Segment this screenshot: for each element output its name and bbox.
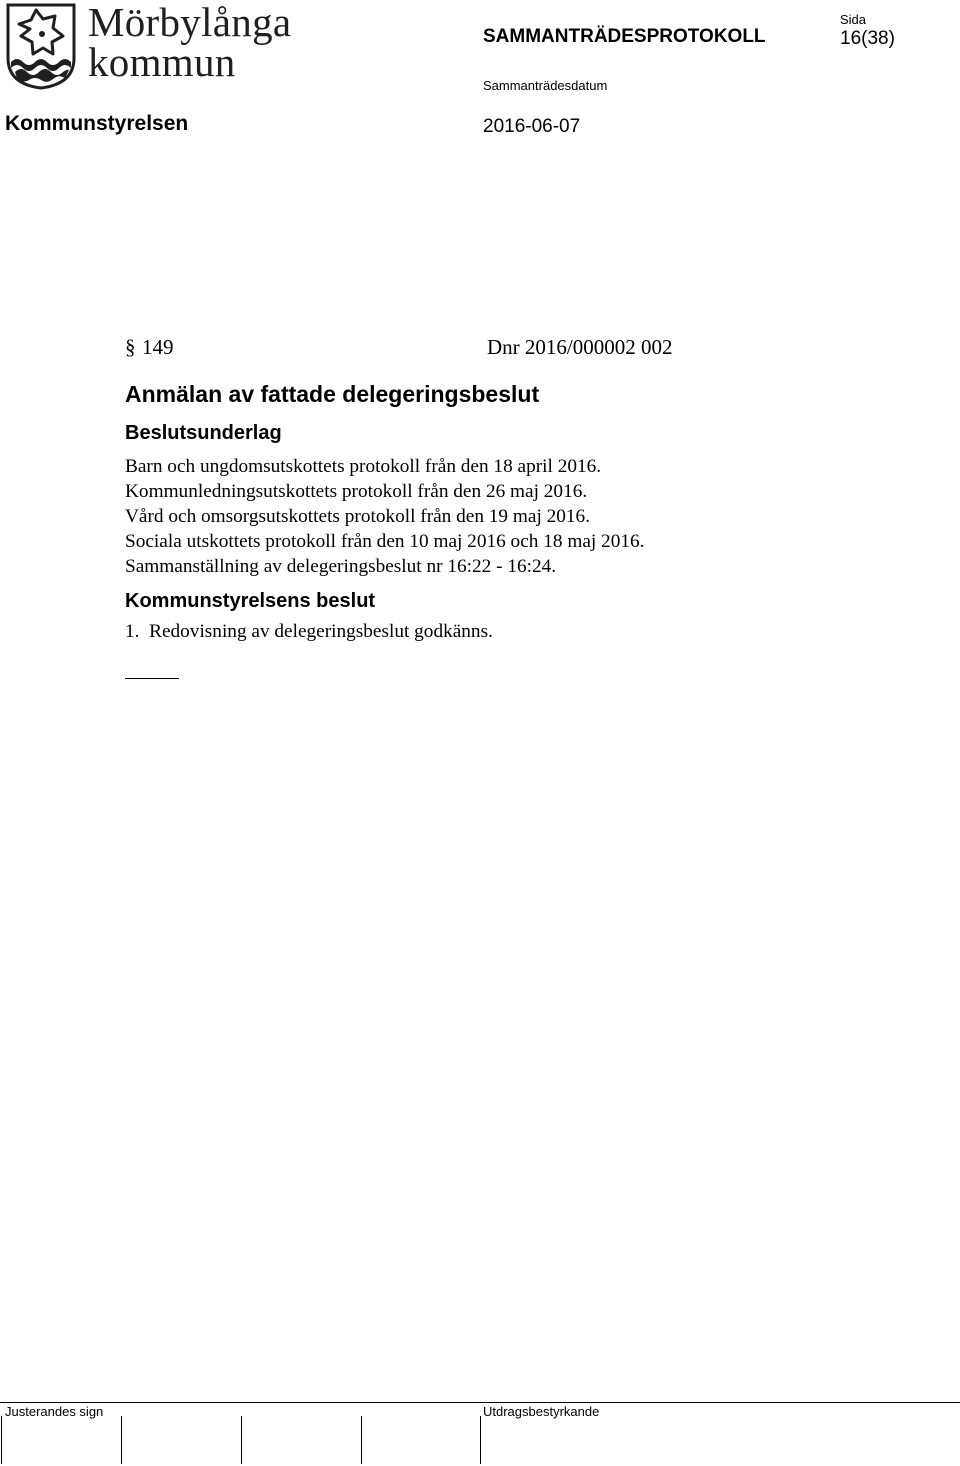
signature-box-divider — [480, 1416, 481, 1464]
meeting-date-label: Sammanträdesdatum — [483, 78, 608, 93]
list-item: Sociala utskottets protokoll från den 10 maj 2016 och 18 maj 2016. — [125, 531, 645, 552]
signature-box-divider — [1, 1416, 2, 1464]
list-item: Vård och omsorgsutskottets protokoll från den 19 maj 2016. — [125, 506, 591, 527]
paragraph-sign: § — [125, 335, 136, 359]
municipality-logo-text — [88, 0, 292, 85]
signature-box-divider — [241, 1416, 242, 1464]
page-label: Sida — [840, 12, 867, 27]
signature-label: Justerandes sign — [5, 1404, 104, 1419]
signature-box-divider — [361, 1416, 362, 1464]
page-number: 16(38) — [840, 28, 895, 49]
list-item: Kommunledningsutskottets protokoll från den 26 maj 2016. — [125, 481, 588, 502]
extract-certification-label: Utdragsbestyrkande — [483, 1404, 600, 1419]
case-number: Dnr 2016/000002 002 — [487, 335, 673, 359]
body-name: Kommunstyrelsen — [5, 112, 189, 135]
basis-heading: Beslutsunderlag — [125, 422, 282, 444]
municipality-name-line2: kommun — [88, 39, 236, 85]
meeting-date: 2016-06-07 — [483, 116, 581, 137]
paragraph-number: 149 — [142, 335, 174, 359]
municipality-name-line1: Mörbylånga — [88, 0, 292, 45]
signature-box-divider — [121, 1416, 122, 1464]
basis-list — [125, 454, 644, 579]
list-item: Barn och ungdomsutskottets protokoll från den 18 april 2016. — [125, 456, 602, 477]
decision-item: 1. Redovisning av delegeringsbeslut godkänns. — [125, 621, 493, 642]
coat-of-arms-icon — [5, 2, 77, 90]
section-title: Anmälan av fattade delegeringsbeslut — [125, 381, 540, 407]
document-type: SAMMANTRÄDESPROTOKOLL — [483, 26, 766, 47]
section-end-divider — [125, 678, 179, 679]
municipality-coat-of-arms — [5, 2, 77, 90]
list-item: Sammanställning av delegeringsbeslut nr 16:22 - 16:24. — [125, 556, 557, 577]
footer-divider — [0, 1402, 960, 1403]
decision-heading: Kommunstyrelsens beslut — [125, 590, 376, 612]
